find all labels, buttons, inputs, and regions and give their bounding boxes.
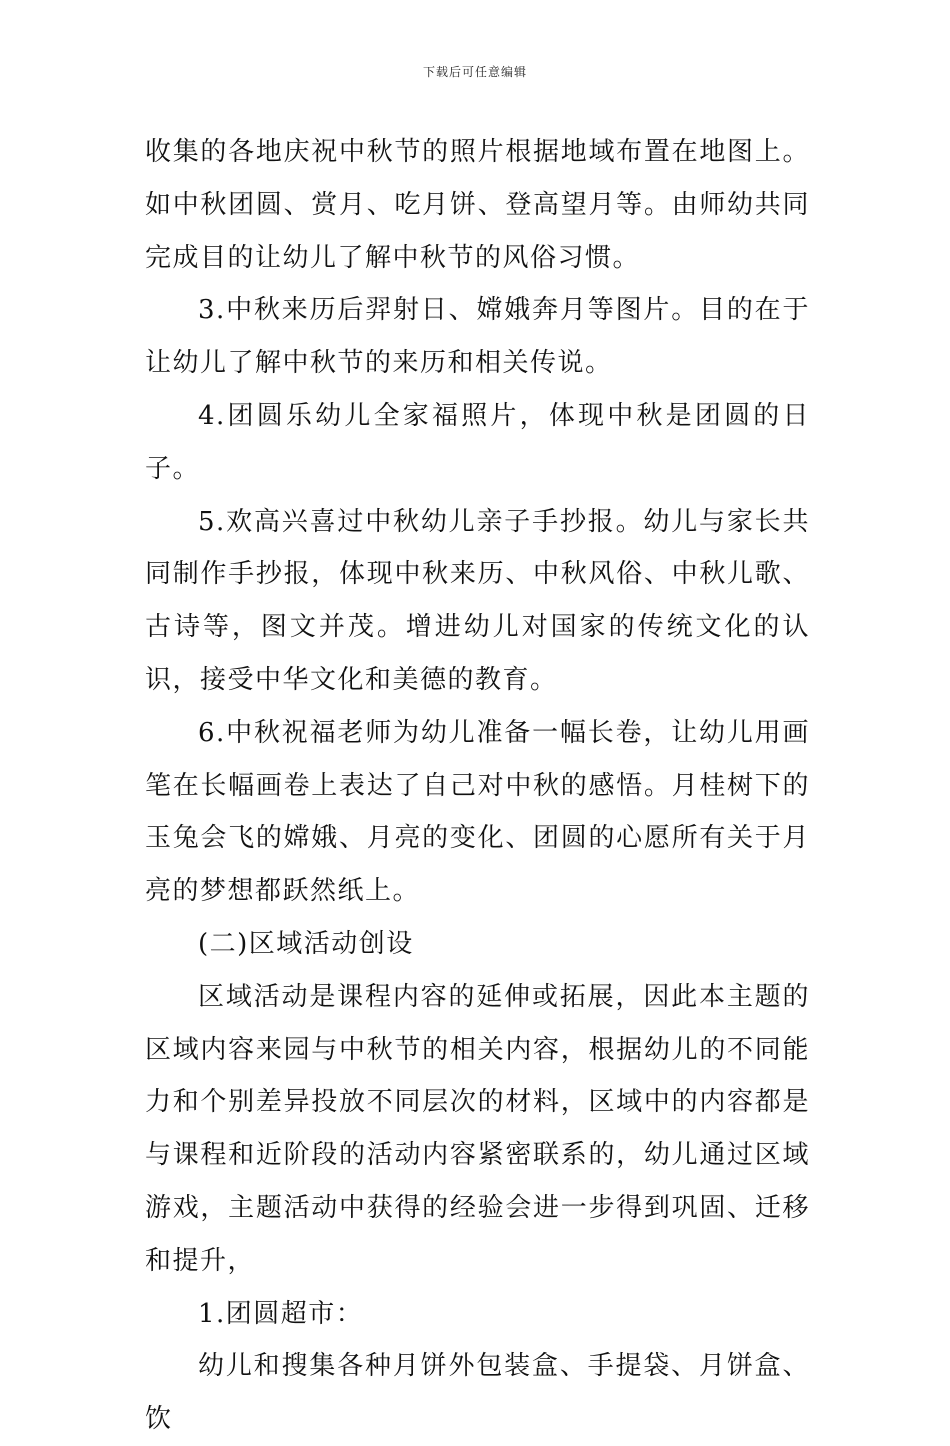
paragraph: 5.欢高兴喜过中秋幼儿亲子手抄报。幼儿与家长共同制作手抄报，体现中秋来历、中秋风俗、中秋儿歌、古诗等，图文并茂。增进幼儿对国家的传统文化的认识，接受中华文化和美德的教育。 [145,506,810,695]
paragraph: 收集的各地庆祝中秋节的照片根据地域布置在地图上。如中秋团圆、赏月、吃月饼、登高望月等。由师幼共同完成目的让幼儿了解中秋节的风俗习惯。 [145,137,810,273]
document-body [145,126,810,1446]
page-header: 下载后可任意编辑 [422,65,527,79]
paragraph: 幼儿和搜集各种月饼外包装盒、手提袋、月饼盒、饮 [145,1351,810,1435]
paragraph: 1.团圆超市： [198,1298,364,1329]
section-heading: (二)区域活动创设 [198,928,414,959]
paragraph: 4.团圆乐幼儿全家福照片，体现中秋是团圆的日子。 [145,400,810,484]
paragraph: 6.中秋祝福老师为幼儿准备一幅长卷，让幼儿用画笔在长幅画卷上表达了自己对中秋的感悟。月桂树下的玉兔会飞的嫦娥、月亮的变化、团圆的心愿所有关于月亮的梦想都跃然纸上。 [145,717,810,907]
paragraph: 3.中秋来历后羿射日、嫦娥奔月等图片。目的在于让幼儿了解中秋节的来历和相关传说。 [145,295,810,379]
paragraph: 区域活动是课程内容的延伸或拓展，因此本主题的区域内容来园与中秋节的相关内容，根据幼儿的不同能力和个别差异投放不同层次的材料，区域中的内容都是与课程和近阶段的活动内容紧密联系的，幼儿通过区域游戏，主题活动中获得的经验会进一步得到巩固、迁移和提升， [145,981,810,1276]
